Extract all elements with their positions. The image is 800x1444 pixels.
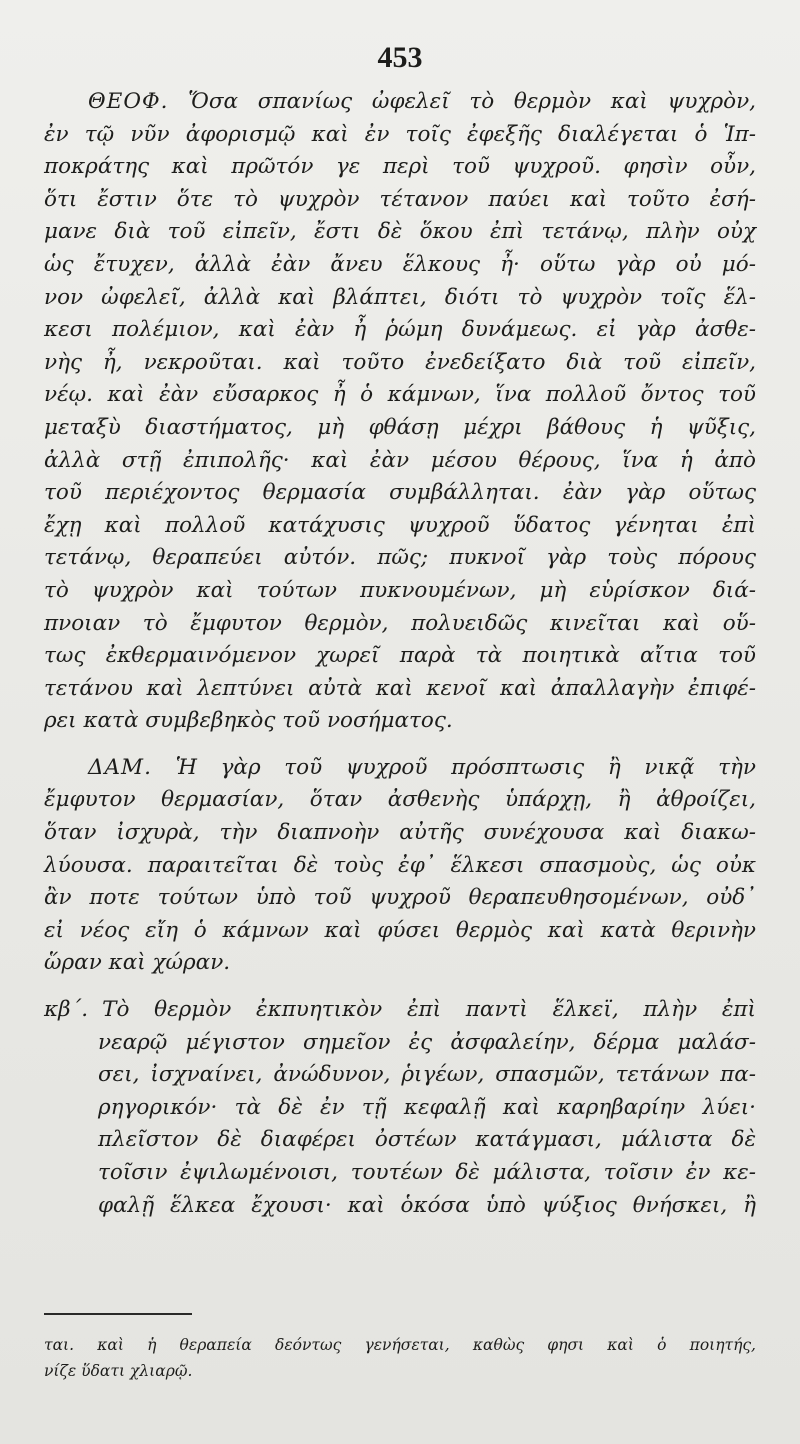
aphorism-number: κβ΄. — [44, 997, 89, 1023]
text-line: τοῖσιν ἐψιλωμένοισι, τουτέων δὲ μάλιστα, τοῖσιν ἐν κε- — [98, 1160, 756, 1185]
text-line: φαλῇ ἕλκεα ἔχουσι· καὶ ὁκόσα ὑπὸ ψύξιος θνήσκει, ἢ — [98, 1192, 756, 1218]
line-text: Τὸ θερμὸν ἐκπυητικὸν ἐπὶ παντὶ ἕλκεϊ, πλὴν ἐπὶ — [102, 997, 756, 1023]
line-text: Ὅσα σπανίως ὠφελεῖ τὸ θερμὸν καὶ ψυχρὸν, — [188, 89, 756, 114]
text-line: τως ἐκθερμαινόμενον χωρεῖ παρὰ τὰ ποιητικὰ αἴτια τοῦ — [44, 643, 756, 669]
text-line: τοῦ περιέχοντος θερμασία συμβάλληται. ἐὰν γὰρ οὕτως — [44, 480, 756, 506]
text-line: τὸ ψυχρὸν καὶ τούτων πυκνουμένων, μὴ εὑρίσκον διά- — [44, 577, 756, 603]
text-line — [44, 994, 756, 1027]
page-number: 453 — [377, 41, 423, 74]
text-line: μεταξὺ διαστήματος, μὴ φθάσῃ μέχρι βάθους ἡ ψῦξις, — [44, 414, 756, 440]
text-line: σει, ἰσχναίνει, ἀνώδυνον, ῥιγέων, σπασμῶν, τετάνων πα- — [98, 1062, 756, 1088]
line-text: Ἡ γὰρ τοῦ ψυχροῦ πρόσπτωσις ἢ νικᾷ τὴν — [175, 754, 756, 780]
text-line — [44, 752, 756, 785]
footnote-line: νίζε ὕδατι χλιαρῷ. — [44, 1362, 193, 1380]
text-line: ὡς ἔτυχεν, ἀλλὰ ἐὰν ἄνευ ἕλκους ἦ· οὕτω γὰρ οὐ μό- — [44, 251, 756, 277]
text-line: πνοιαν τὸ ἔμφυτον θερμὸν, πολυειδῶς κινεῖται καὶ οὕ- — [44, 610, 756, 636]
text-line: ἀλλὰ στῇ ἐπιπολῆς· καὶ ἐὰν μέσου θέρους, ἵνα ἡ ἀπὸ — [44, 447, 756, 473]
text-line: νεαρῷ μέγιστον σημεῖον ἐς ἀσφαλείην, δέρμα μαλάσ- — [98, 1029, 756, 1055]
text-line: ἔχῃ καὶ πολλοῦ κατάχυσις ψυχροῦ ὕδατος γένηται ἐπὶ — [44, 512, 756, 538]
text-line: ὅτι ἔστιν ὅτε τὸ ψυχρὸν τέτανον παύει καὶ τοῦτο ἐσή- — [44, 186, 756, 212]
speaker-label: ΔΑΜ. — [88, 754, 152, 780]
text-line: ὅταν ἰσχυρὰ, τὴν διαπνοὴν αὐτῆς συνέχουσα καὶ διακω- — [44, 820, 756, 846]
text-line — [44, 86, 756, 119]
text-line: εἰ νέος εἴη ὁ κάμνων καὶ φύσει θερμὸς καὶ κατὰ θερινὴν — [44, 917, 756, 943]
text-line: νέῳ. καὶ ἐὰν εὔσαρκος ἦ ὁ κάμνων, ἵνα πολλοῦ ὄντος τοῦ — [44, 382, 756, 408]
footnote-rule — [44, 1313, 192, 1315]
paragraph-gap — [44, 738, 756, 752]
text-line: πλεῖστον δὲ διαφέρει ὀστέων κατάγμασι, μάλιστα δὲ — [98, 1127, 756, 1153]
text-line: τετάνῳ, θεραπεύει αὐτόν. πῶς; πυκνοῖ γὰρ τοὺς πόρους — [44, 545, 756, 571]
text-line: νον ὠφελεῖ, ἀλλὰ καὶ βλάπτει, διότι τὸ ψυχρὸν τοῖς ἕλ- — [44, 284, 756, 310]
speaker-label: ΘΕΟΦ. — [88, 89, 169, 114]
text-line: ἔμφυτον θερμασίαν, ὅταν ἀσθενὴς ὑπάρχῃ, ἢ ἀθροίζει, — [44, 787, 756, 813]
text-line: ρηγορικόν· τὰ δὲ ἐν τῇ κεφαλῇ καὶ καρηβαρίην λύει· — [98, 1094, 756, 1120]
paragraph-gap — [44, 980, 756, 994]
text-line: ἐν τῷ νῦν ἀφορισμῷ καὶ ἐν τοῖς ἐφεξῆς διαλέγεται ὁ Ἱπ- — [44, 121, 756, 147]
text-line: κεσι πολέμιον, καὶ ἐὰν ἦ ῥώμη δυνάμεως. εἰ γὰρ ἀσθε- — [44, 317, 756, 343]
text-line: λύουσα. παραιτεῖται δὲ τοὺς ἐφ᾽ ἕλκεσι σπασμοὺς, ὡς οὐκ — [44, 852, 756, 878]
footnote-line: ται. καὶ ἡ θεραπεία δεόντως γενήσεται, καθὼς φησι καὶ ὁ ποιητής, — [44, 1336, 756, 1354]
text-line: ὥραν καὶ χώραν. — [44, 950, 231, 976]
aphorism-paragraph — [44, 994, 756, 1222]
text-line: ρει κατὰ συμβεβηκὸς τοῦ νοσήματος. — [44, 708, 453, 734]
text-line: νὴς ἦ, νεκροῦται. καὶ τοῦτο ἐνεδείξατο διὰ τοῦ εἰπεῖν, — [44, 349, 756, 375]
text-line: ποκράτης καὶ πρῶτόν γε περὶ τοῦ ψυχροῦ. φησὶν οὖν, — [44, 154, 756, 180]
text-line: τετάνου καὶ λεπτύνει αὐτὰ καὶ κενοῖ καὶ ἀπαλλαγὴν ἐπιφέ- — [44, 675, 756, 701]
footnote — [44, 1332, 756, 1384]
dam-paragraph — [44, 752, 756, 980]
text-line: ἂν ποτε τούτων ὑπὸ τοῦ ψυχροῦ θεραπευθησομένων, οὐδ᾽ — [44, 885, 756, 911]
theoph-paragraph — [44, 86, 756, 738]
text-line: μανε διὰ τοῦ εἰπεῖν, ἔστι δὲ ὅκου ἐπὶ τετάνῳ, πλὴν οὐχ — [44, 219, 756, 245]
